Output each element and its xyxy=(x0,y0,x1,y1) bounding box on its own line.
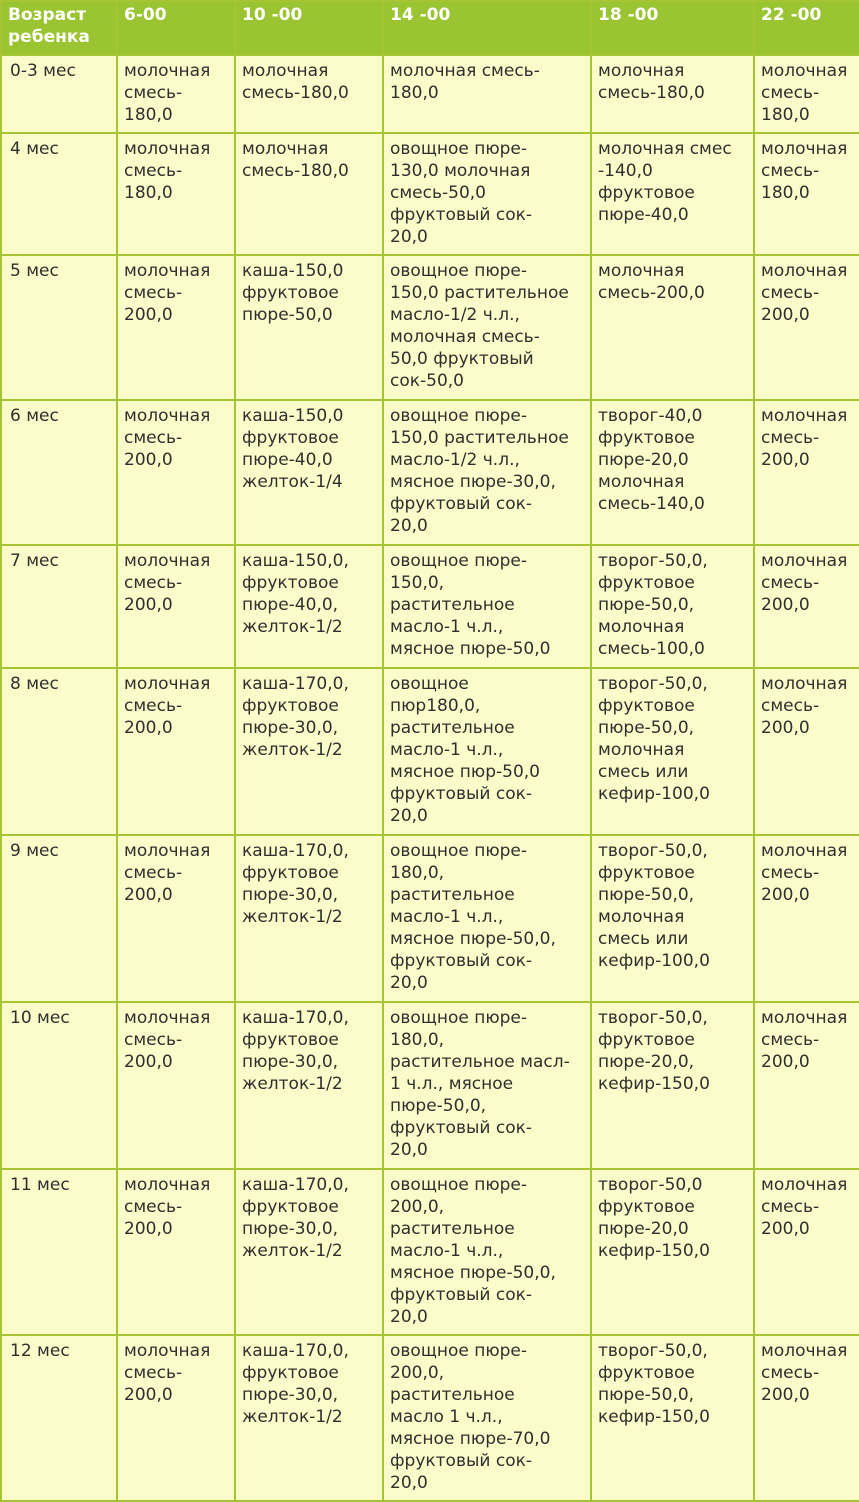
cell-14: овощное пюре- 200,0, растительное масло 1 ч.л., мясное пюре-70,0 фруктовый сок- 20,0 xyxy=(383,1335,591,1501)
cell-18: творог-50,0, фруктовое пюре-20,0, кефир-150,0 xyxy=(591,1002,754,1169)
cell-22: молочная смесь- 200,0 xyxy=(754,400,859,545)
header-time-18: 18 -00 xyxy=(591,1,754,55)
cell-10: каша-170,0, фруктовое пюре-30,0, желток-1/2 xyxy=(235,1002,383,1169)
cell-14: овощное пюре- 130,0 молочная смесь-50,0 фруктовый сок- 20,0 xyxy=(383,133,591,255)
cell-age: 9 мес xyxy=(1,835,117,1002)
cell-age: 7 мес xyxy=(1,545,117,668)
cell-14: овощное пюре- 180,0, растительное масло-1 ч.л., мясное пюре-50,0, фруктовый сок- 20,0 xyxy=(383,835,591,1002)
table-row xyxy=(1,668,859,835)
cell-14: молочная смесь- 180,0 xyxy=(383,55,591,133)
header-time-10: 10 -00 xyxy=(235,1,383,55)
cell-22: молочная смесь- 200,0 xyxy=(754,668,859,835)
cell-10: каша-150,0 фруктовое пюре-40,0 желток-1/4 xyxy=(235,400,383,545)
cell-14: овощное пюре- 150,0 растительное масло-1/2 ч.л., мясное пюре-30,0, фруктовый сок- 20,0 xyxy=(383,400,591,545)
cell-18: творог-50,0, фруктовое пюре-50,0, молочная смесь-100,0 xyxy=(591,545,754,668)
cell-14: овощное пюре- 180,0, растительное масл- 1 ч.л., мясное пюре-50,0, фруктовый сок- 20,0 xyxy=(383,1002,591,1169)
cell-18: творог-50,0, фруктовое пюре-50,0, кефир-150,0 xyxy=(591,1335,754,1501)
cell-6: молочная смесь- 200,0 xyxy=(117,835,235,1002)
cell-6: молочная смесь- 200,0 xyxy=(117,255,235,400)
table-row xyxy=(1,1169,859,1335)
header-time-22: 22 -00 xyxy=(754,1,859,55)
table-row xyxy=(1,133,859,255)
cell-age: 12 мес xyxy=(1,1335,117,1501)
cell-22: молочная смесь- 200,0 xyxy=(754,835,859,1002)
header-time-14: 14 -00 xyxy=(383,1,591,55)
cell-10: каша-170,0, фруктовое пюре-30,0, желток-1/2 xyxy=(235,1169,383,1335)
table-row xyxy=(1,1002,859,1169)
table-row xyxy=(1,255,859,400)
header-time-6: 6-00 xyxy=(117,1,235,55)
cell-22: молочная смесь- 200,0 xyxy=(754,545,859,668)
cell-18: творог-50,0, фруктовое пюре-50,0, молочная смесь или кефир-100,0 xyxy=(591,835,754,1002)
cell-22: молочная смесь- 180,0 xyxy=(754,133,859,255)
cell-6: молочная смесь- 200,0 xyxy=(117,1002,235,1169)
cell-6: молочная смесь- 200,0 xyxy=(117,545,235,668)
cell-18: молочная смесь-180,0 xyxy=(591,55,754,133)
cell-22: молочная смесь- 200,0 xyxy=(754,1169,859,1335)
table-header xyxy=(1,1,859,55)
cell-6: молочная смесь- 180,0 xyxy=(117,133,235,255)
cell-10: молочная смесь-180,0 xyxy=(235,55,383,133)
cell-age: 4 мес xyxy=(1,133,117,255)
cell-6: молочная смесь- 200,0 xyxy=(117,400,235,545)
cell-6: молочная смесь- 200,0 xyxy=(117,668,235,835)
header-age: Возраст ребенка xyxy=(1,1,117,55)
cell-6: молочная смесь- 200,0 xyxy=(117,1335,235,1501)
cell-14: овощное пюре- 150,0, растительное масло-1 ч.л., мясное пюре-50,0 xyxy=(383,545,591,668)
cell-age: 10 мес xyxy=(1,1002,117,1169)
cell-18: молочная смес -140,0 фруктовое пюре-40,0 xyxy=(591,133,754,255)
cell-10: каша-150,0 фруктовое пюре-50,0 xyxy=(235,255,383,400)
header-row xyxy=(1,1,859,55)
cell-18: творог-40,0 фруктовое пюре-20,0 молочная смесь-140,0 xyxy=(591,400,754,545)
cell-10: каша-170,0, фруктовое пюре-30,0, желток-1/2 xyxy=(235,835,383,1002)
cell-6: молочная смесь- 200,0 xyxy=(117,1169,235,1335)
cell-6: молочная смесь- 180,0 xyxy=(117,55,235,133)
cell-age: 0-3 мес xyxy=(1,55,117,133)
cell-18: творог-50,0, фруктовое пюре-50,0, молочная смесь или кефир-100,0 xyxy=(591,668,754,835)
cell-14: овощное пюр180,0, растительное масло-1 ч.л., мясное пюр-50,0 фруктовый сок- 20,0 xyxy=(383,668,591,835)
cell-22: молочная смесь- 200,0 xyxy=(754,1002,859,1169)
cell-age: 5 мес xyxy=(1,255,117,400)
cell-14: овощное пюре- 200,0, растительное масло-1 ч.л., мясное пюре-50,0, фруктовый сок- 20,0 xyxy=(383,1169,591,1335)
table-row xyxy=(1,400,859,545)
cell-14: овощное пюре- 150,0 растительное масло-1/2 ч.л., молочная смесь- 50,0 фруктовый сок-50,0 xyxy=(383,255,591,400)
table-row xyxy=(1,1335,859,1501)
cell-10: каша-150,0, фруктовое пюре-40,0, желток-1/2 xyxy=(235,545,383,668)
cell-10: каша-170,0, фруктовое пюре-30,0, желток-1/2 xyxy=(235,668,383,835)
table-row xyxy=(1,545,859,668)
cell-age: 8 мес xyxy=(1,668,117,835)
cell-age: 6 мес xyxy=(1,400,117,545)
table-body xyxy=(1,55,859,1501)
table-row xyxy=(1,55,859,133)
cell-10: молочная смесь-180,0 xyxy=(235,133,383,255)
cell-18: молочная смесь-200,0 xyxy=(591,255,754,400)
cell-age: 11 мес xyxy=(1,1169,117,1335)
cell-18: творог-50,0 фруктовое пюре-20,0 кефир-150,0 xyxy=(591,1169,754,1335)
cell-22: молочная смесь- 200,0 xyxy=(754,1335,859,1501)
table-row xyxy=(1,835,859,1002)
cell-22: молочная смесь- 200,0 xyxy=(754,255,859,400)
cell-22: молочная смесь- 180,0 xyxy=(754,55,859,133)
cell-10: каша-170,0, фруктовое пюре-30,0, желток-1/2 xyxy=(235,1335,383,1501)
